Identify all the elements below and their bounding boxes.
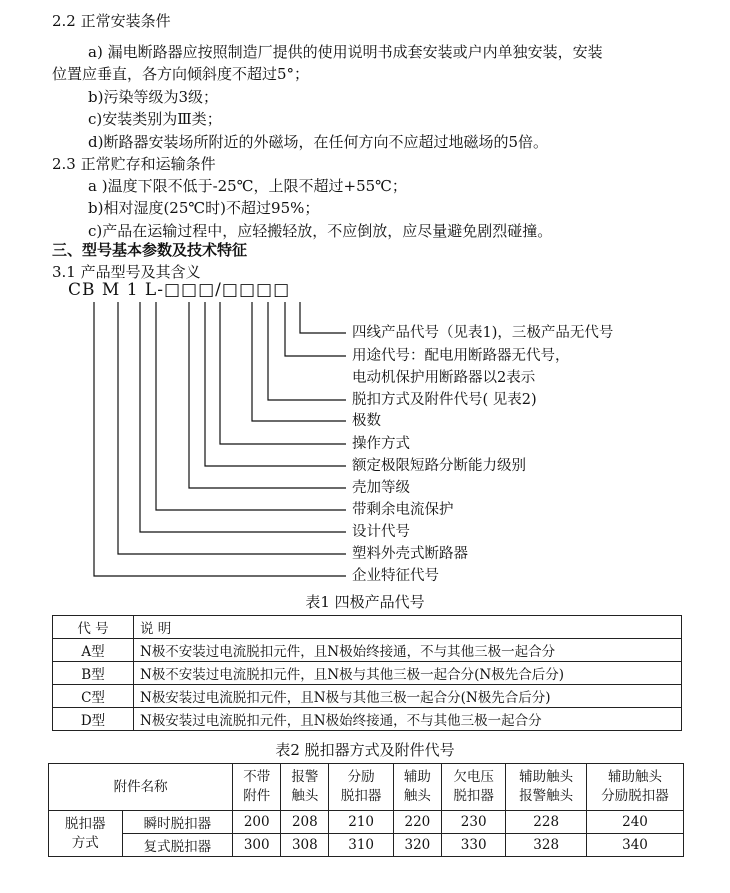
table-cell: 208	[281, 811, 329, 834]
table-header-cell: 辅助触头 分励脱扣器	[587, 764, 684, 811]
section-2-3-heading: 2.3 正常贮存和运输条件	[52, 155, 216, 173]
table-cell: 210	[329, 811, 393, 834]
table-cell: 320	[393, 834, 441, 857]
table-row	[49, 811, 684, 834]
table-header-row	[53, 616, 682, 639]
table-cell: 308	[281, 834, 329, 857]
table-cell: 复式脱扣器	[122, 834, 233, 857]
connector-line	[285, 302, 346, 356]
table1-caption: 表1 四极产品代号	[305, 593, 425, 611]
table2-caption: 表2 脱扣器方式及附件代号	[275, 741, 455, 759]
paragraph-line: a) 漏电断路器应按照制造厂提供的使用说明书成套安装或户内单独安装，安装	[88, 43, 603, 61]
code-label: 额定极限短路分断能力级别	[352, 458, 526, 474]
table-cell: N极不安装过电流脱扣元件，且N极始终接通，不与其他三极一起合分	[134, 639, 682, 662]
connector-line	[220, 302, 346, 444]
connector-line	[118, 302, 346, 554]
table-cell: 230	[441, 811, 505, 834]
table-corner-cell: 附件名称	[49, 764, 233, 811]
code-label: 带剩余电流保护	[352, 502, 454, 518]
code-label: 塑料外壳式断路器	[352, 546, 468, 562]
list-item: b)相对湿度(25℃时)不超过95%；	[88, 199, 320, 217]
code-label: 企业特征代号	[352, 568, 439, 584]
list-item: a )温度下限不低于-25℃，上限不超过+55℃；	[88, 177, 407, 195]
code-label: 设计代号	[352, 524, 410, 540]
table-row	[49, 834, 684, 857]
code-label: 用途代号：配电用断路器无代号，	[352, 348, 570, 364]
table-header-row	[49, 764, 684, 811]
table-header-cell: 说 明	[134, 616, 682, 639]
connector-line	[252, 302, 346, 421]
table-cell: 200	[233, 811, 281, 834]
list-item: c)安装类别为Ⅲ类；	[88, 110, 222, 128]
code-label: 电动机保护用断路器以2表示	[352, 370, 536, 386]
connector-line	[140, 302, 346, 532]
trip-accessory-code-table	[48, 763, 684, 857]
list-item: d)断路器安装场所附近的外磁场，在任何方向不应超过地磁场的5倍。	[88, 133, 549, 151]
table-header-cell: 代 号	[53, 616, 134, 639]
table-cell: N极安装过电流脱扣元件，且N极始终接通，不与其他三极一起合分	[134, 708, 682, 731]
table-cell: D型	[53, 708, 134, 731]
table-row	[53, 662, 682, 685]
table-group-cell: 脱扣器 方式	[49, 811, 123, 857]
connector-line	[268, 302, 346, 400]
table-cell: A型	[53, 639, 134, 662]
paragraph-line: 位置应垂直，各方向倾斜度不超过5°；	[52, 65, 310, 83]
table-header-cell: 不带 附件	[233, 764, 281, 811]
table-cell: B型	[53, 662, 134, 685]
table-header-cell: 欠电压 脱扣器	[441, 764, 505, 811]
table-header-cell: 报警 触头	[281, 764, 329, 811]
code-label: 壳加等级	[352, 480, 410, 496]
list-item: b)污染等级为3级；	[88, 88, 218, 106]
table-cell: N极不安装过电流脱扣元件，且N极与其他三极一起合分(N极先合后分)	[134, 662, 682, 685]
four-pole-code-table	[52, 615, 682, 731]
table-cell: 228	[506, 811, 587, 834]
table-row	[53, 639, 682, 662]
connector-line	[300, 302, 346, 333]
table-cell: 330	[441, 834, 505, 857]
code-label: 四线产品代号（见表1)，三极产品无代号	[352, 325, 614, 341]
table-cell: 328	[506, 834, 587, 857]
table-cell: 340	[587, 834, 684, 857]
table-cell: C型	[53, 685, 134, 708]
code-label: 极数	[352, 413, 381, 429]
table-cell: 220	[393, 811, 441, 834]
table-header-cell: 分励 脱扣器	[329, 764, 393, 811]
table-row	[53, 685, 682, 708]
table-cell: 300	[233, 834, 281, 857]
code-label: 脱扣方式及附件代号( 见表2)	[352, 392, 537, 408]
table-cell: 瞬时脱扣器	[122, 811, 233, 834]
table-cell: 240	[587, 811, 684, 834]
table-header-cell: 辅助 触头	[393, 764, 441, 811]
code-label: 操作方式	[352, 436, 410, 452]
table-cell: 310	[329, 834, 393, 857]
chapter-3-heading: 三、型号基本参数及技术特征	[52, 241, 248, 259]
model-code: CB M 1 L-□□□/□□□□	[68, 280, 291, 300]
table-row	[53, 708, 682, 731]
section-3-1-heading: 3.1 产品型号及其含义	[52, 263, 201, 281]
section-2-2-heading: 2.2 正常安装条件	[52, 12, 171, 30]
list-item: c)产品在运输过程中，应轻搬轻放，不应倒放，应尽量避免剧烈碰撞。	[88, 222, 553, 240]
connector-line	[205, 302, 346, 466]
table-header-cell: 辅助触头 报警触头	[506, 764, 587, 811]
table-cell: N极安装过电流脱扣元件，且N极与其他三极一起合分(N极先合后分)	[134, 685, 682, 708]
